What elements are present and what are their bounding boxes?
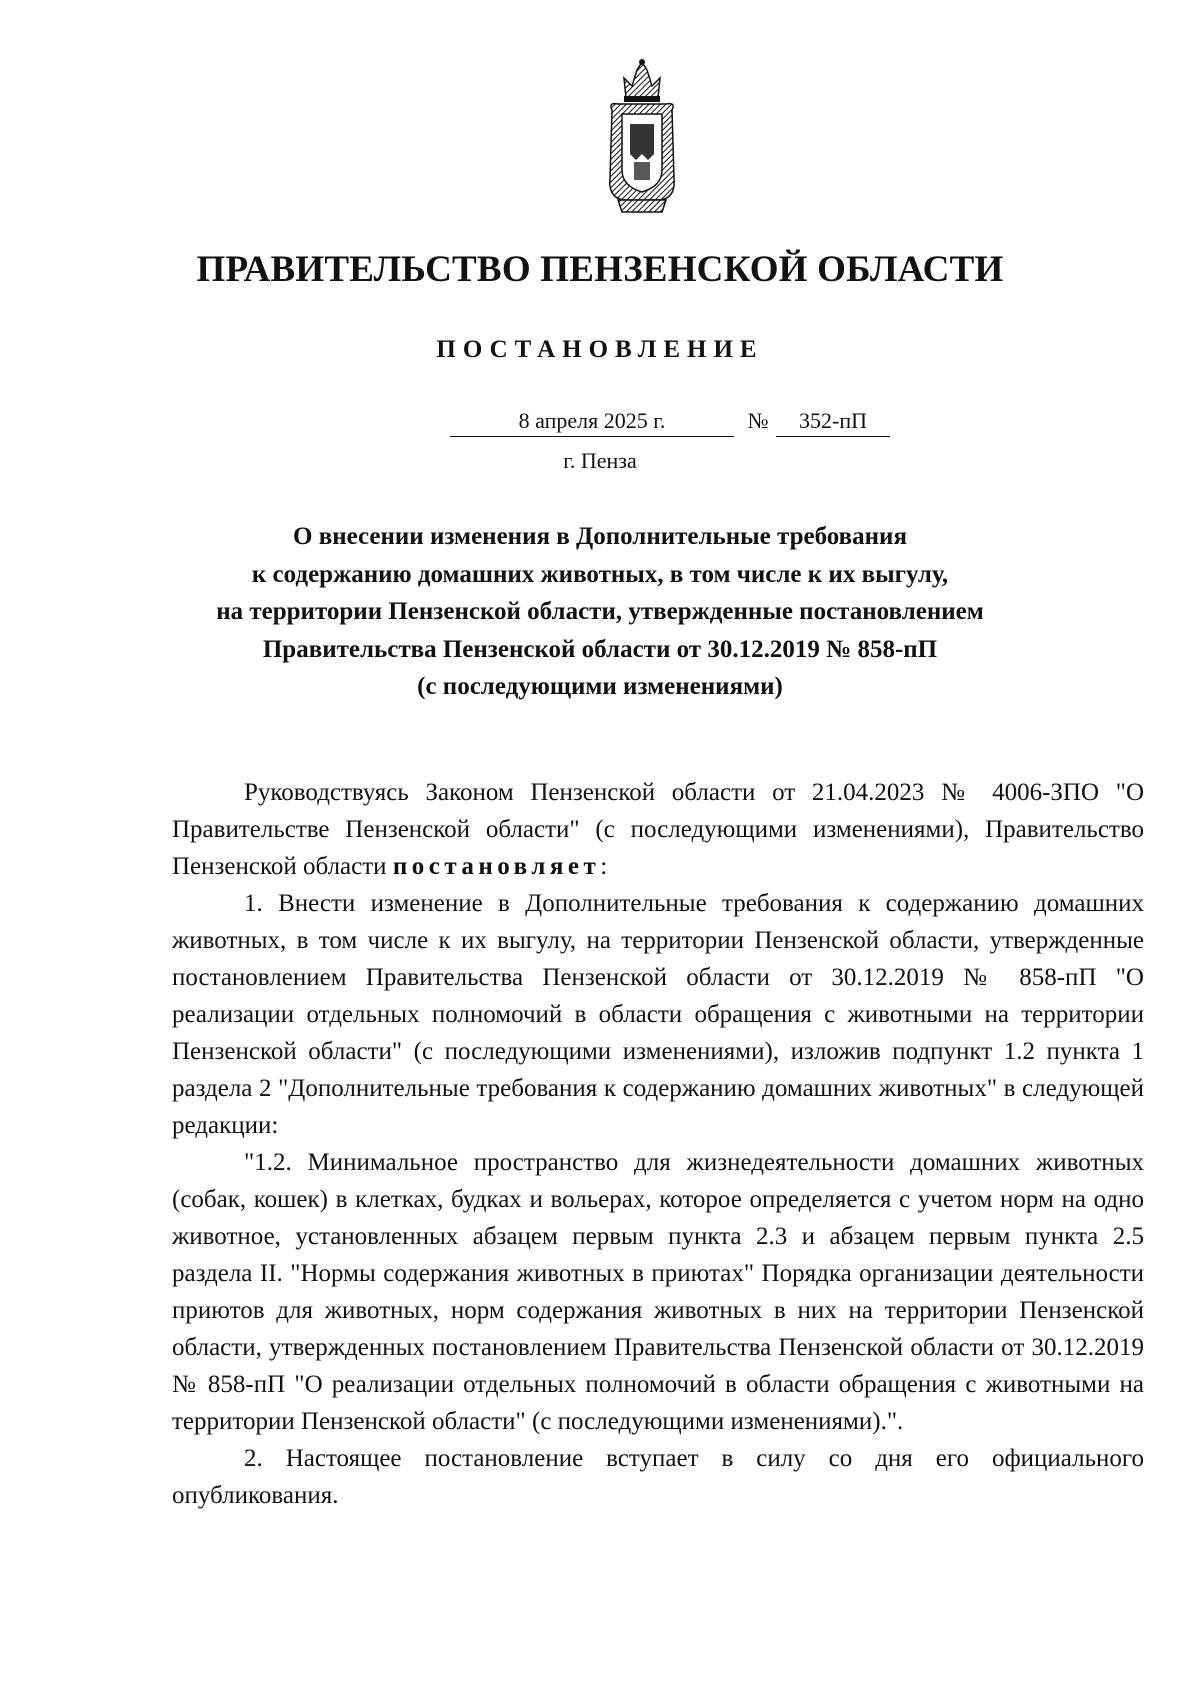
subject-line: Правительства Пензенской области от 30.12.2019 № 858-пП xyxy=(262,635,938,663)
subject-line: на территории Пензенской области, утвержденные постановлением xyxy=(216,598,984,625)
subject-line: к содержанию домашних животных, в том числе к их выгулу, xyxy=(251,560,949,588)
coat-of-arms-icon xyxy=(604,58,680,216)
subject-line: (с последующими изменениями) xyxy=(417,673,783,700)
preamble-text: Руководствуясь Законом Пензенской области от 21.04.2023 № 4006-ЗПО "О Правительстве Пензенской области" (с последующими изменениями), Правительство Пензенской области xyxy=(172,779,1144,880)
document-date: 8 апреля 2025 г. xyxy=(450,406,734,437)
preamble-end: : xyxy=(600,853,608,880)
document-number: 352-пП xyxy=(776,406,890,437)
org-title: ПРАВИТЕЛЬСТВО ПЕНЗЕНСКОЙ ОБЛАСТИ xyxy=(196,249,1004,290)
item-2-paragraph: 2. Настоящее постановление вступает в силу со дня его официального опубликования. xyxy=(172,1445,1144,1509)
document-body xyxy=(172,774,1144,1514)
preamble-paragraph xyxy=(172,774,1144,885)
quote-paragraph: "1.2. Минимальное пространство для жизнедеятельности домашних животных (собак, кошек) в клетках, будках и вольерах, которое определяется с учетом норм на одно животное, установленных абзацем первым пункта 2.3 и абзацем первым пункта 2.5 раздела II. "Нормы содержания животных в приютах" Порядка организации деятельности приютов для животных, норм содержания животных в них на территории Пензенской области, утвержденных постановлением Правительства Пензенской области от 30.12.2019 № 858-пП "О реализации отдельных полномочий в области обращения с животными на территории Пензенской области" (с последующими изменениями).". xyxy=(172,1149,1144,1435)
item-1-paragraph: 1. Внести изменение в Дополнительные требования к содержанию домашних животных, в том числе к их выгулу, на территории Пензенской области, утвержденные постановлением Правительства Пензенской области от 30.12.2019 № 858-пП "О реализации отдельных полномочий в области обращения с животными на территории Пензенской области" (с последующими изменениями), изложив подпункт 1.2 пункта 1 раздела 2 "Дополнительные требования к содержанию домашних животных" в следующей редакции: xyxy=(172,890,1144,1139)
document-subject xyxy=(140,518,1060,706)
number-sign: № xyxy=(747,408,769,433)
document-kind: ПОСТАНОВЛЕНИЕ xyxy=(436,336,764,363)
preamble-verb: постановляет xyxy=(392,853,601,880)
subject-line: О внесении изменения в Дополнительные требования xyxy=(293,523,907,550)
document-city: г. Пенза xyxy=(563,448,637,473)
